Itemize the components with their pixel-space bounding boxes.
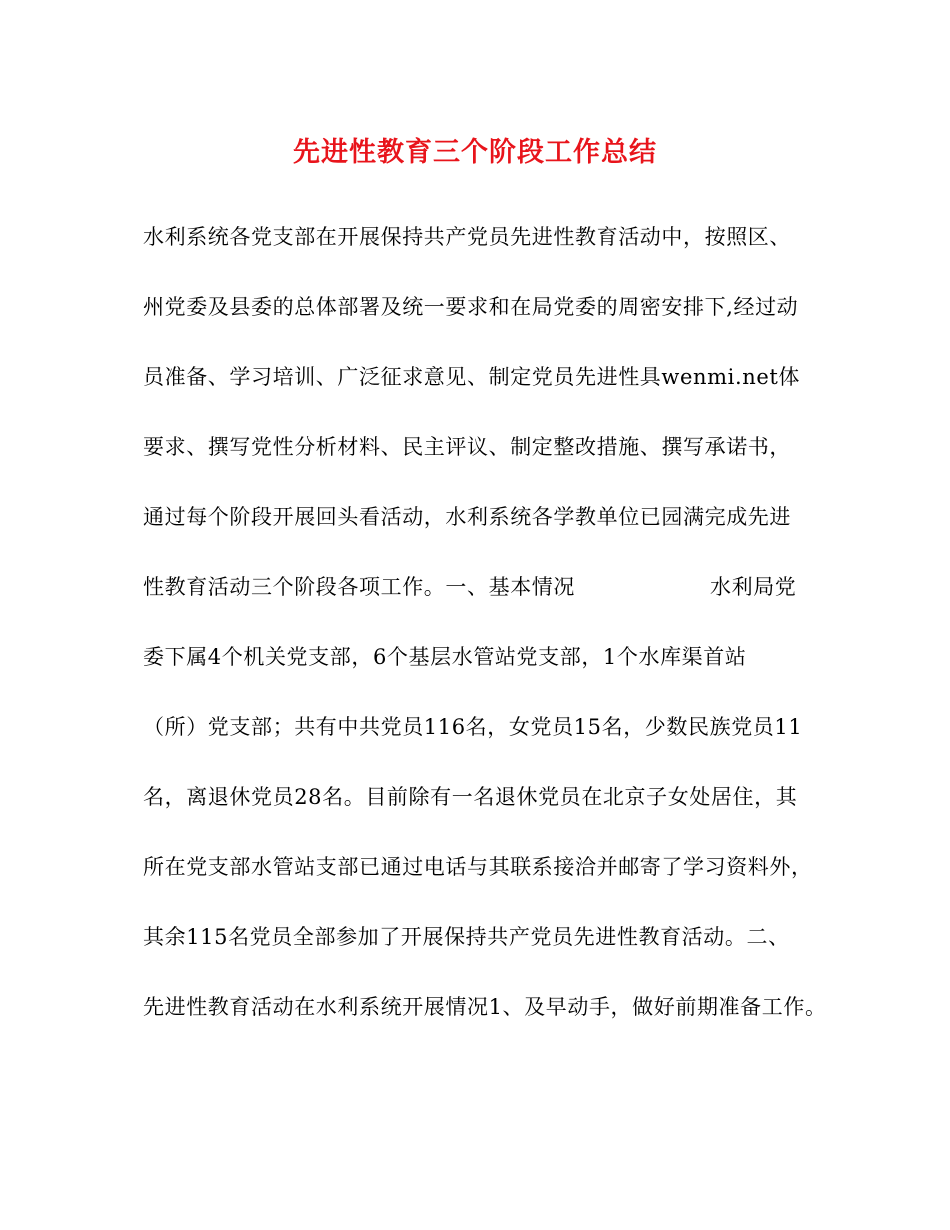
body-line-3: 员准备、学习培训、广泛征求意见、制定党员先进性具wenmi.net体 [143,365,801,389]
body-line-6-part-2: 水利局党 [710,575,797,599]
document-title: 先进性教育三个阶段工作总结 [293,137,657,168]
body-line-11: 其余115名党员全部参加了开展保持共产党员先进性教育活动。二、 [143,925,790,949]
body-line-12: 先进性教育活动在水利系统开展情况1、及早动手，做好前期准备工作。 [143,995,827,1019]
body-line-10: 所在党支部水管站支部已通过电话与其联系接洽并邮寄了学习资料外， [143,855,813,879]
body-line-7: 委下属4个机关党支部，6个基层水管站党支部，1个水库渠首站 [143,645,747,669]
body-line-5: 通过每个阶段开展回头看活动，水利系统各学教单位已园满完成先进 [143,505,791,529]
body-line-6 [143,572,843,602]
body-line-4: 要求、撰写党性分析材料、民主评议、制定整改措施、撰写承诺书， [143,435,791,459]
body-line-8: （所）党支部；共有中共党员116名，女党员15名，少数民族党员11 [143,715,803,739]
body-line-1: 水利系统各党支部在开展保持共产党员先进性教育活动中，按照区、 [143,225,791,249]
body-line-2: 州党委及县委的总体部署及统一要求和在局党委的周密安排下,经过动 [143,295,799,319]
body-line-9: 名，离退休党员28名。目前除有一名退休党员在北京子女处居住，其 [143,785,798,809]
body-line-6-part-1: 性教育活动三个阶段各项工作。一、基本情况 [143,575,575,599]
